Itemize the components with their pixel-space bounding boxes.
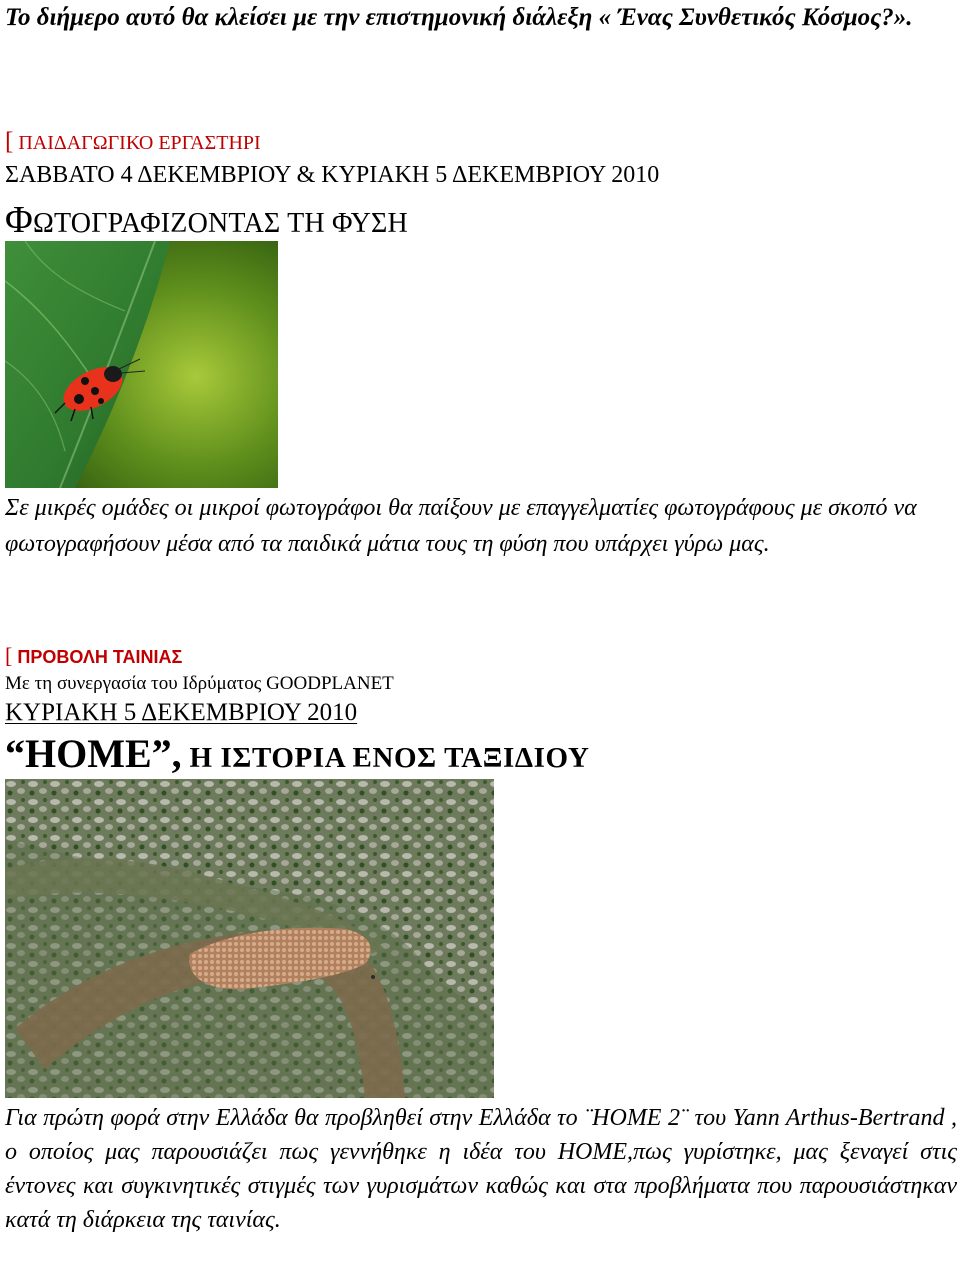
workshop-bracket: [: [5, 128, 14, 155]
workshop-title-rest: ΩΤΟΓΡΑΦΙΖΟΝΤΑΣ ΤΗ ΦΥΣΗ: [32, 208, 408, 239]
workshop-category-label: ΠΑΙΔΑΓΩΓΙΚΟ ΕΡΓΑΣΤΗΡΙ: [18, 132, 261, 154]
screening-bracket: [: [5, 643, 13, 668]
aerial-sheep-photo: [5, 779, 494, 1098]
screening-category-label: ΠΡΟΒΟΛΗ ΤΑΙΝΙΑΣ: [17, 647, 183, 667]
film-title: “HOME”,: [5, 731, 182, 776]
screening-collaboration: Με τη συνεργασία του Ιδρύματος GOODPLANET: [5, 673, 394, 694]
workshop-date: ΣΑΒΒΑΤΟ 4 ΔΕΚΕΜΒΡΙΟΥ & ΚΥΡΙΑΚΗ 5 ΔΕΚΕΜΒΡΙΟΥ 2010: [5, 162, 660, 188]
screening-description: Για πρώτη φορά στην Ελλάδα θα προβληθεί στην Ελλάδα το ¨HOME 2¨ του Yann Arthus-Bertrand , ο οποίος μας παρουσιάζει πως γεννήθηκε η ιδέα του HOME,πως γυρίστηκε, μας ξεναγεί στις έντονες και συγκινητικές στιγμές των γυρισμάτων καθώς και στα προβλήματα που παρουσιάστηκαν κατά τη διάρκεια της ταινίας.: [5, 1105, 957, 1233]
workshop-title-initial: Φ: [5, 199, 33, 241]
workshop-category: [5, 130, 261, 155]
workshop-description: Σε μικρές ομάδες οι μικροί φωτογράφοι θα παίξουν με επαγγελματίες φωτογράφους με σκοπό να φωτογραφήσουν μέσα από τα παιδικά μάτια τους τη φύση που υπάρχει γύρω μας.: [5, 495, 917, 557]
aerial-landscape-illustration: [5, 779, 494, 1098]
screening-title: [5, 730, 589, 784]
ladybug-leaf-illustration: [5, 241, 278, 488]
ladybug-leaf-photo: [5, 241, 278, 488]
film-subtitle: Η ΙΣΤΟΡΙΑ ΕΝΟΣ ΤΑΞΙΔΙΟΥ: [181, 742, 590, 774]
workshop-title: [5, 200, 408, 244]
screening-category: [5, 644, 182, 669]
screening-date: ΚΥΡΙΑΚΗ 5 ΔΕΚΕΜΒΡΙΟΥ 2010: [5, 699, 358, 726]
intro-paragraph: Το διήμερο αυτό θα κλείσει με την επιστημονική διάλεξη « Ένας Συνθετικός Κόσμος?».: [5, 4, 913, 31]
